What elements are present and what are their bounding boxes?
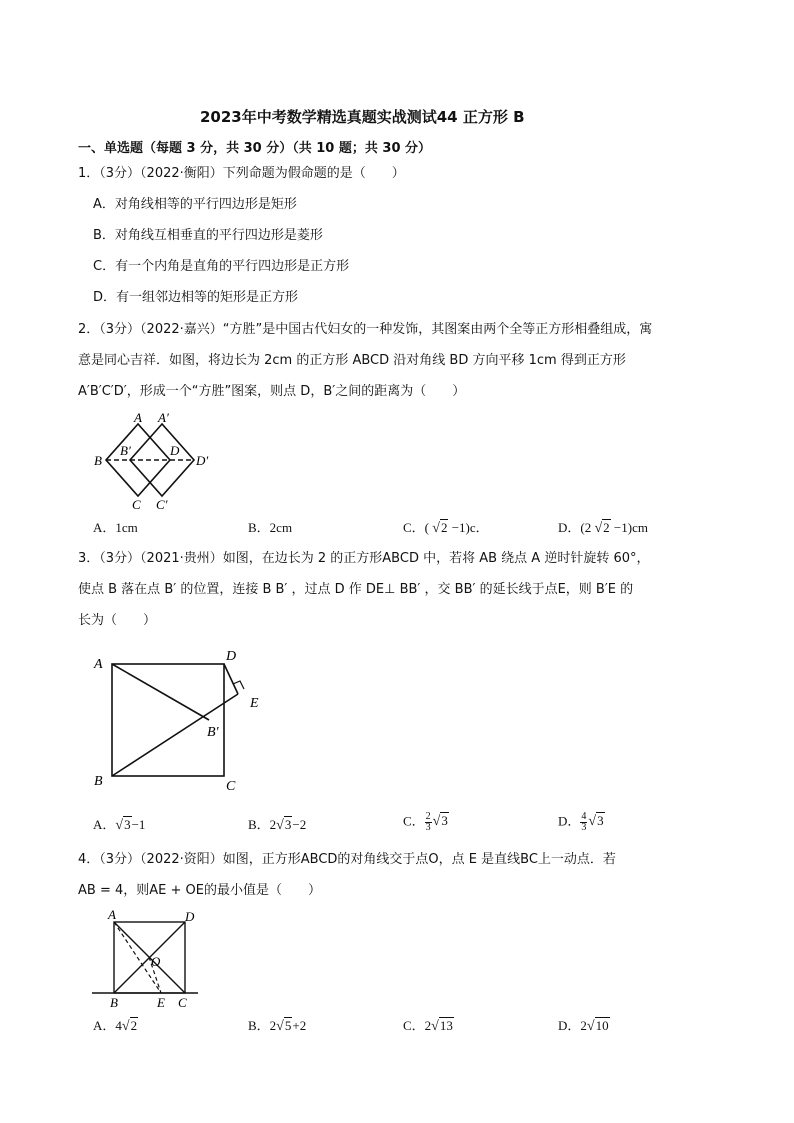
- q3-option-a-suffix: −1: [131, 817, 146, 832]
- q3-label-c: C: [226, 779, 236, 794]
- q2-option-c-radicand: 2: [440, 520, 448, 535]
- q1-option-d[interactable]: D．有一组邻边相等的矩形是正方形: [93, 290, 299, 305]
- q1-option-b[interactable]: B．对角线互相垂直的平行四边形是菱形: [93, 228, 323, 243]
- q1-option-c[interactable]: C．有一个内角是直角的平行四边形是正方形: [93, 259, 350, 274]
- q2-line-3: A′B′C′D′，形成一个“方胜”图案，则点 D，B′之间的距离为（ ）: [78, 384, 466, 399]
- q3-option-b-prefix: B．2: [248, 817, 277, 832]
- q3-option-c-fraction: [425, 812, 432, 833]
- q2-line-2: 意是同心吉祥．如图，将边长为 2cm 的正方形 ABCD 沿对角线 BD 方向平移 1cm 得到正方形: [78, 353, 626, 368]
- q2-option-b[interactable]: B．2cm: [248, 520, 293, 535]
- q4-option-c-sqrt: √13: [431, 1018, 453, 1034]
- q4-option-b-prefix: B．2: [248, 1018, 277, 1033]
- q3-option-d[interactable]: [558, 812, 605, 833]
- q3-option-a-radicand: 3: [124, 817, 131, 832]
- q1-option-a[interactable]: A．对角线相等的平行四边形是矩形: [93, 197, 297, 212]
- q3-option-d-prefix: D．: [558, 813, 581, 829]
- q2-label-c-prime: C′: [156, 497, 168, 512]
- q4-option-b[interactable]: [248, 1017, 306, 1036]
- q4-option-c-radicand: 13: [439, 1018, 453, 1033]
- q2-option-a[interactable]: A．1cm: [93, 520, 138, 535]
- q2-option-d[interactable]: [558, 519, 648, 538]
- q3-option-a-prefix: A．: [93, 817, 116, 832]
- q2-option-d-suffix: −1)cm: [613, 520, 648, 535]
- q3-figure: [90, 644, 270, 804]
- q4-line-1: 4．（3分）（2022·资阳）如图，正方形ABCD的对角线交于点O，点 E 是直线BC上一动点．若: [78, 852, 616, 867]
- q3-option-d-fraction: [580, 812, 587, 833]
- q3-option-c[interactable]: [403, 812, 449, 833]
- q1-stem: 1．（3分）（2022·衡阳）下列命题为假命题的是（ ）: [78, 166, 405, 181]
- q4-label-c: C: [178, 995, 187, 1010]
- q2-label-d-prime: D′: [196, 453, 209, 468]
- q3-option-b-suffix: −2: [292, 817, 307, 832]
- q4-option-d[interactable]: [558, 1017, 610, 1036]
- q3-line-1: 3．（3分）（2021·贵州）如图，在边长为 2 的正方形ABCD 中，若将 AB 绕点 A 逆时针旋转 60°，: [78, 551, 650, 566]
- q4-option-d-sqrt: √10: [586, 1018, 609, 1034]
- q4-option-b-sqrt: √5: [276, 1018, 292, 1034]
- q4-option-c[interactable]: [403, 1017, 454, 1036]
- q4-label-e: E: [157, 995, 165, 1010]
- q3-option-c-numerator: 2: [425, 811, 431, 822]
- q3-option-a-sqrt: √3: [115, 817, 131, 833]
- q4-option-b-radicand: 5: [284, 1018, 292, 1033]
- q2-line-1: 2．（3分）（2022·嘉兴）“方胜”是中国古代妇女的一种发饰，其图案由两个全等正方形相叠组成，寓: [78, 322, 653, 337]
- q3-option-b-radicand: 3: [284, 817, 292, 832]
- q3-line-3: 长为（ ）: [78, 613, 157, 628]
- q4-option-a-radicand: 2: [130, 1018, 138, 1033]
- q4-option-b-suffix: +2: [292, 1018, 307, 1033]
- q4-option-d-radicand: 10: [595, 1018, 609, 1033]
- q4-option-d-prefix: D．2: [558, 1018, 587, 1033]
- section-heading: 一、单选题（每题 3 分，共 30 分）（共 10 题；共 30 分）: [78, 141, 432, 156]
- q3-segment-de: [224, 664, 238, 694]
- q2-option-d-sqrt: √2: [594, 520, 610, 536]
- q3-option-d-numerator: 4: [581, 811, 587, 822]
- q2-label-b-prime: B′: [120, 443, 131, 458]
- q2-label-a: A: [134, 410, 142, 425]
- q3-option-d-radicand: 3: [597, 813, 604, 829]
- q3-segment-ab2: [112, 664, 209, 720]
- q4-label-a: A: [108, 907, 116, 922]
- q4-option-a-sqrt: √2: [121, 1018, 138, 1034]
- q4-line-2: AB = 4，则AE + OE的最小值是（ ）: [78, 883, 321, 898]
- q2-label-a-prime: A′: [158, 410, 169, 425]
- q3-label-d: D: [226, 649, 237, 664]
- q3-line-2: 使点 B 落在点 B′ 的位置，连接 B B′ ，过点 D 作 DE⊥ BB′ ，交 BB′ 的延长线于点E，则 B′E 的: [78, 582, 634, 597]
- q3-option-c-radicand: 3: [441, 813, 448, 829]
- q2-label-b: B: [94, 453, 102, 468]
- q2-option-c-prefix: C．(: [403, 520, 430, 535]
- q3-label-e: E: [250, 696, 259, 711]
- q4-label-o: O: [151, 954, 161, 969]
- q2-label-c: C: [132, 497, 141, 512]
- q2-figure: [92, 410, 222, 515]
- q3-label-a: A: [94, 657, 103, 672]
- q2-option-d-radicand: 2: [603, 520, 610, 535]
- q4-option-a-prefix: A．4: [93, 1018, 122, 1033]
- q4-option-a[interactable]: [93, 1017, 138, 1036]
- q3-option-c-prefix: C．: [403, 813, 425, 829]
- q4-figure: [90, 906, 210, 1016]
- q3-square-abcd: [112, 664, 224, 776]
- q2-option-c-suffix: −1)c．: [451, 520, 489, 535]
- q3-option-d-sqrt: √3: [588, 813, 604, 830]
- q3-label-b-prime: B′: [207, 725, 219, 740]
- q3-option-c-denominator: 3: [425, 822, 431, 833]
- q3-label-b: B: [94, 774, 103, 789]
- q3-option-b[interactable]: [248, 816, 306, 835]
- q2-label-d: D: [170, 443, 180, 458]
- q3-option-c-sqrt: √3: [432, 813, 448, 830]
- q2-option-d-prefix: D．(2: [558, 520, 592, 535]
- q3-segment-be: [112, 694, 238, 776]
- q4-option-c-prefix: C．2: [403, 1018, 432, 1033]
- q4-label-b: B: [110, 995, 118, 1010]
- q3-option-b-sqrt: √3: [276, 817, 292, 833]
- q2-option-c[interactable]: [403, 519, 489, 538]
- page-title: 2023年中考数学精选真题实战测试44 正方形 B: [200, 108, 525, 126]
- q2-option-c-sqrt: √2: [432, 520, 448, 536]
- q4-label-d: D: [185, 909, 195, 924]
- q3-option-d-denominator: 3: [581, 822, 587, 833]
- q3-option-a[interactable]: [93, 816, 145, 835]
